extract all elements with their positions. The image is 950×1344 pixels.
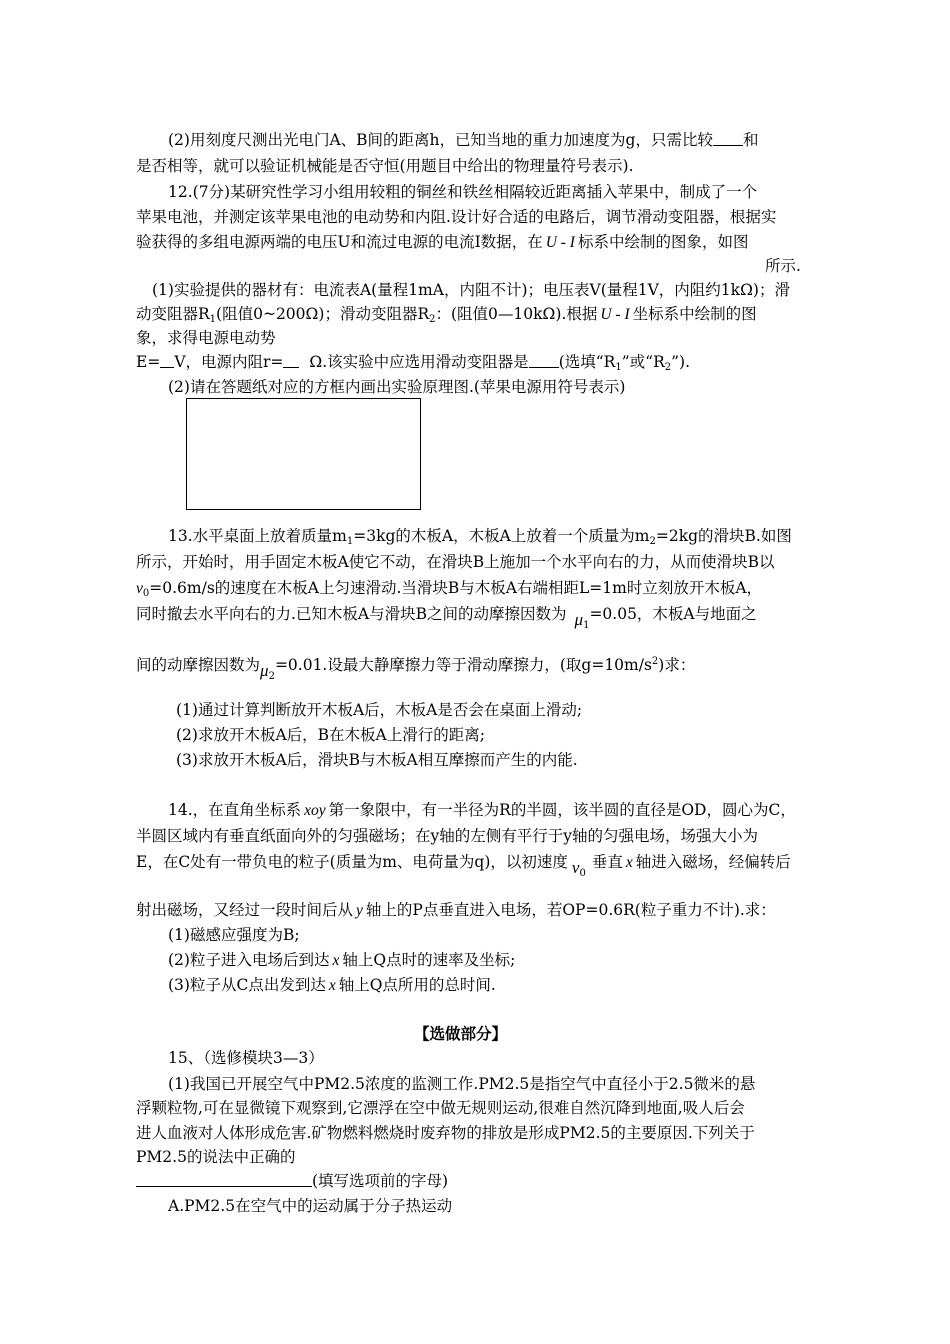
q13-line2: 所示，开始时，用手固定木板A使它不动，在滑块B上施加一个水平向右的力，从而使滑块B以 [136, 553, 775, 571]
q11-part2-line2: 是否相等，就可以验证机械能是否守恒(用题目中给出的物理量符号表示). [136, 157, 634, 175]
q14-line2: 半圆区域内有垂直纸面向外的匀强磁场；在y轴的左侧有平行于y轴的匀强电场，场强大小为 [136, 827, 759, 845]
q12-intro-line4: 所示. [765, 257, 801, 275]
q14-item-3: (3)粒子从C点出发到达 x 轴上Q点所用的总时间. [168, 976, 496, 994]
q11-part2-line1: (2)用刻度尺测出光电门A、B间的距离h，已知当地的重力加速度为g，只需比较 和 [168, 131, 759, 149]
q14-line3: E，在C处有一带负电的粒子(质量为m、电荷量为q)，以初速度 $v_0$垂直 x 轴进入磁场，经偏转后 [136, 853, 791, 879]
answer-blank[interactable] [713, 130, 743, 146]
q14-line4: 射出磁场，又经过一段时间后从 y 轴上的P点垂直进入电场，若OP=0.6R(粒子重力不计).求： [136, 901, 776, 919]
q15-title: 15、（选修模块3—3） [168, 1049, 324, 1067]
q12-part1-line4: E= V，电源内阻r= Ω.该实验中应选用滑动变阻器是 (选填“$R_1$”或“$R_2$”). [136, 353, 691, 373]
q12-intro-line1: 12.(7分)某研究性学习小组用较粗的铜丝和铁丝相隔较近距离插入苹果中，制成了一个 [168, 183, 758, 201]
q15-line1: (1)我国已开展空气中PM2.5浓度的监测工作.PM2.5是指空气中直径小于2.5微米的悬 [168, 1075, 756, 1093]
q13-line5: 间的动摩擦因数为$\mu_2=0.01$.设最大静摩擦力等于滑动摩擦力，(取$g=10m/s^2$)求： [136, 656, 696, 682]
q12-part1-line1: (1)实验提供的器材有：电流表A(量程1mA，内阻不计)；电压表V(量程1V，内阻约1kΩ)；滑 [152, 281, 790, 299]
rheostat-blank[interactable] [529, 352, 559, 368]
elective-heading: 【选做部分】 [414, 1024, 508, 1043]
q12-intro-line2: 苹果电池，并测定该苹果电池的电动势和内阻.设计好合适的电路后，调节滑动变阻器，根据实 [136, 208, 777, 226]
q15-option-a: A.PM2.5在空气中的运动属于分子热运动 [168, 1197, 453, 1215]
q13-item-3: (3)求放开木板A后，滑块B与木板A相互摩擦而产生的内能. [176, 751, 578, 769]
q14-item-1: (1)磁感应强度为B; [168, 926, 300, 944]
emf-blank[interactable] [160, 352, 174, 368]
resistance-blank[interactable] [283, 352, 299, 368]
q13-line1: 13.水平桌面上放着质量$m_1=3kg$的木板A，木板A上放着一个质量为$m_2=2kg$的滑块B.如图 [168, 527, 792, 547]
q12-part1-line2: 动变阻器$R_1$(阻值0~200Ω)；滑动变阻器$R_2$：(阻值0—10kΩ).根据 U - I 坐标系中绘制的图 [136, 305, 757, 325]
q15-line2: 浮颗粒物,可在显微镜下观察到,它漂浮在空中做无规则运动,很难自然沉降到地面,吸人后会 [136, 1099, 745, 1117]
q15-line3: 进人血液对人体形成危害.矿物燃料燃烧时废弃物的排放是形成PM2.5的主要原因.下列关于 [136, 1124, 755, 1142]
q13-line3: $v_0=0.6m/s$的速度在木板A上匀速滑动.当滑块B与木板A右端相距L=1m时立刻放开木板A， [136, 579, 763, 599]
q12-part1-line3: 象，求得电源电动势 [136, 329, 276, 347]
q14-line1: 14.，在直角坐标系 xoy 第一象限中，有一半径为R的半圆，该半圆的直径是OD，圆心为C， [168, 801, 796, 819]
q13-line4: 同时撤去水平向右的力.已知木板A与滑块B之间的动摩擦因数为 $\mu_1=0.05$，木板A与地面之 [136, 605, 757, 631]
circuit-diagram-box[interactable] [186, 398, 421, 510]
q13-item-1: (1)通过计算判断放开木板A后，木板A是否会在桌面上滑动; [176, 701, 583, 719]
q12-intro-line3: 验获得的多组电源两端的电压U和流过电源的电流I数据，在 U - I 标系中绘制的图象，如图 [136, 233, 749, 251]
ui-axis-label: U - I [545, 234, 575, 251]
q14-item-2: (2)粒子进入电场后到达 x 轴上Q点时的速率及坐标; [168, 951, 516, 969]
q15-line5: (填写选项前的字母) [136, 1171, 448, 1191]
q12-part2: (2)请在答题纸对应的方框内画出实验原理图.(苹果电源用符号表示) [168, 378, 626, 396]
mu2-symbol: μ [260, 661, 269, 680]
q15-line4: PM2.5的说法中正确的 [136, 1148, 296, 1166]
mu1-symbol: μ [574, 610, 584, 629]
answer-blank-15[interactable] [136, 1171, 312, 1187]
q13-item-2: (2)求放开木板A后，B在木板A上滑行的距离; [176, 726, 485, 744]
